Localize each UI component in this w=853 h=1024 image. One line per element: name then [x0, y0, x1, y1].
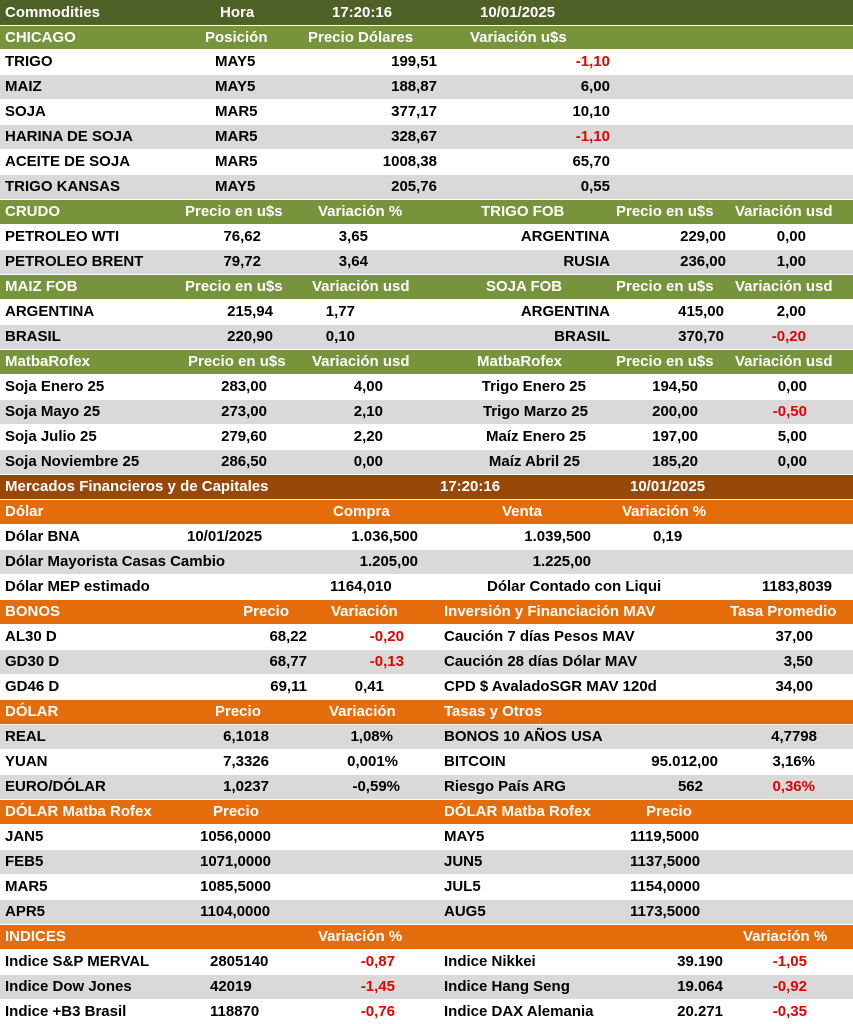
table-cell: 39.190 — [677, 953, 723, 970]
table-cell: 328,67 — [391, 128, 437, 145]
table-cell: Precio en u$s — [616, 353, 714, 370]
table-cell: 37,00 — [775, 628, 813, 645]
table-cell: 188,87 — [391, 78, 437, 95]
table-row — [0, 575, 853, 600]
table-cell: MatbaRofex — [477, 353, 563, 370]
table-cell: 34,00 — [775, 678, 813, 695]
table-cell: RUSIA — [563, 253, 610, 270]
table-row — [0, 26, 853, 50]
table-cell: Variación u$s — [470, 29, 567, 46]
table-cell: Indice S&P MERVAL — [5, 953, 150, 970]
table-cell: Variación usd — [312, 353, 410, 370]
table-cell: 1.225,00 — [532, 553, 591, 570]
table-row — [0, 700, 853, 725]
table-cell: AL30 D — [5, 628, 57, 645]
table-cell: 0,00 — [777, 453, 807, 470]
table-cell: Variación usd — [735, 353, 833, 370]
table-cell: -0,59% — [352, 778, 400, 795]
table-cell: BONOS 10 AÑOS USA — [444, 728, 603, 745]
table-cell: 1104,0000 — [200, 903, 271, 920]
table-cell: 17:20:16 — [332, 4, 393, 21]
table-cell: APR5 — [5, 903, 46, 920]
table-cell: -1,10 — [575, 128, 610, 145]
table-cell: 79,72 — [223, 253, 261, 270]
table-cell: MAR5 — [215, 103, 258, 120]
table-row — [0, 375, 853, 400]
table-cell: 1164,010 — [330, 578, 392, 595]
table-cell: -0,20 — [369, 628, 404, 645]
table-cell: 415,00 — [678, 303, 724, 320]
table-cell: SOJA — [5, 103, 46, 120]
table-cell: MAR5 — [215, 153, 258, 170]
table-cell: 0,19 — [653, 528, 683, 545]
table-cell: Variación usd — [735, 278, 833, 295]
table-cell: -0,76 — [360, 1003, 395, 1020]
table-row — [0, 325, 853, 350]
table-cell: 205,76 — [391, 178, 437, 195]
table-row — [0, 750, 853, 775]
table-cell: 76,62 — [223, 228, 261, 245]
table-row — [0, 600, 853, 625]
table-row — [0, 525, 853, 550]
table-cell: BRASIL — [5, 328, 61, 345]
table-row — [0, 675, 853, 700]
table-cell: AUG5 — [444, 903, 486, 920]
table-row — [0, 450, 853, 475]
table-row — [0, 125, 853, 150]
table-row — [0, 475, 853, 500]
table-cell: Soja Julio 25 — [5, 428, 97, 445]
table-cell: Posición — [205, 29, 268, 46]
table-cell: Variación % — [318, 928, 403, 945]
table-cell: MAY5 — [215, 78, 256, 95]
table-cell: GD46 D — [5, 678, 60, 695]
table-cell: 1154,0000 — [630, 878, 701, 895]
table-cell: MAR5 — [5, 878, 48, 895]
table-cell: 0,00 — [776, 228, 806, 245]
table-cell: Precio en u$s — [188, 353, 286, 370]
table-cell: 69,11 — [270, 678, 307, 695]
table-cell: -0,13 — [369, 653, 404, 670]
table-cell: Caución 7 días Pesos MAV — [444, 628, 635, 645]
table-cell: -0,35 — [772, 1003, 807, 1020]
table-cell: JUL5 — [444, 878, 481, 895]
table-cell: BRASIL — [554, 328, 610, 345]
table-cell: Tasas y Otros — [444, 703, 543, 720]
table-cell: Dólar Contado con Liqui — [487, 578, 662, 595]
table-row — [0, 550, 853, 575]
table-cell: 185,20 — [652, 453, 698, 470]
table-cell: -0,87 — [360, 953, 395, 970]
table-cell: DÓLAR Matba Rofex — [444, 803, 591, 820]
table-cell: 1183,8039 — [761, 578, 832, 595]
table-cell: Dólar MEP estimado — [5, 578, 150, 595]
table-cell: FEB5 — [5, 853, 44, 870]
table-row — [0, 625, 853, 650]
table-cell: 10/01/2025 — [187, 528, 263, 545]
table-cell: 194,50 — [652, 378, 698, 395]
table-cell: Caución 28 días Dólar MAV — [444, 653, 638, 670]
table-cell: Indice +B3 Brasil — [5, 1003, 127, 1020]
table-cell: -0,50 — [772, 403, 807, 420]
table-cell: -1,05 — [772, 953, 807, 970]
table-cell: 0,00 — [777, 378, 807, 395]
table-cell: Variación usd — [735, 203, 833, 220]
table-row — [0, 800, 853, 825]
table-cell: 279,60 — [221, 428, 267, 445]
table-cell: Variación usd — [312, 278, 410, 295]
table-row — [0, 350, 853, 375]
table-row — [0, 1000, 853, 1024]
table-cell: 6,1018 — [223, 728, 269, 745]
table-cell: 283,00 — [221, 378, 267, 395]
table-cell: MAR5 — [215, 128, 258, 145]
table-cell: 65,70 — [572, 153, 610, 170]
table-cell: Maíz Enero 25 — [485, 428, 586, 445]
table-cell: -1,10 — [575, 53, 610, 70]
table-cell: MAY5 — [215, 178, 256, 195]
table-cell: 0,55 — [580, 178, 610, 195]
table-cell: Variación — [329, 703, 396, 720]
table-cell: CPD $ AvaladoSGR MAV 120d — [444, 678, 657, 695]
table-row — [0, 175, 853, 200]
table-cell: Dólar BNA — [5, 528, 81, 545]
table-cell: 215,94 — [227, 303, 273, 320]
table-cell: 3,50 — [783, 653, 813, 670]
table-cell: 1119,5000 — [630, 828, 700, 845]
table-row — [0, 225, 853, 250]
table-cell: ARGENTINA — [5, 303, 95, 320]
table-cell: 1071,0000 — [200, 853, 271, 870]
table-cell: Maíz Abril 25 — [488, 453, 580, 470]
table-cell: Variación % — [622, 503, 707, 520]
table-cell: Trigo Enero 25 — [481, 378, 586, 395]
table-cell: BONOS — [5, 603, 61, 620]
table-cell: 199,51 — [391, 53, 437, 70]
table-cell: Tasa Promedio — [730, 603, 837, 620]
table-cell: ARGENTINA — [520, 303, 610, 320]
table-cell: -0,20 — [771, 328, 806, 345]
table-cell: 10/01/2025 — [630, 478, 706, 495]
table-cell: Variación % — [743, 928, 828, 945]
table-cell: 3,16% — [772, 753, 815, 770]
table-cell: MAY5 — [444, 828, 485, 845]
table-cell: 2,10 — [353, 403, 383, 420]
table-cell: Indice Hang Seng — [444, 978, 570, 995]
table-cell: ARGENTINA — [520, 228, 610, 245]
table-cell: 4,7798 — [771, 728, 817, 745]
table-row — [0, 925, 853, 950]
table-cell: 20.271 — [677, 1003, 723, 1020]
table-cell: PETROLEO WTI — [5, 228, 120, 245]
table-cell: 200,00 — [652, 403, 698, 420]
table-cell: Precio — [215, 703, 261, 720]
table-cell: -1,45 — [360, 978, 395, 995]
table-cell: INDICES — [5, 928, 66, 945]
table-cell: MAIZ — [5, 78, 42, 95]
table-cell: 220,90 — [227, 328, 273, 345]
table-cell: Precio en u$s — [616, 278, 714, 295]
table-cell: SOJA FOB — [486, 278, 563, 295]
table-cell: 229,00 — [680, 228, 726, 245]
table-cell: 68,77 — [269, 653, 307, 670]
table-cell: 273,00 — [221, 403, 267, 420]
table-cell: Venta — [502, 503, 543, 520]
table-cell: 0,41 — [354, 678, 384, 695]
table-cell: 0,10 — [325, 328, 355, 345]
table-cell: 197,00 — [652, 428, 698, 445]
table-cell: TRIGO KANSAS — [5, 178, 121, 195]
table-cell: MAY5 — [215, 53, 256, 70]
table-cell: 95.012,00 — [651, 753, 718, 770]
table-cell: Variación — [331, 603, 398, 620]
table-cell: 4,00 — [353, 378, 383, 395]
table-cell: REAL — [5, 728, 46, 745]
table-cell: 2,00 — [776, 303, 806, 320]
table-cell: 19.064 — [677, 978, 723, 995]
table-cell: -0,92 — [772, 978, 807, 995]
table-row — [0, 400, 853, 425]
table-cell: YUAN — [5, 753, 48, 770]
table-cell: Commodities — [5, 4, 101, 21]
table-cell: Hora — [220, 4, 255, 21]
table-cell: 7,3326 — [223, 753, 269, 770]
table-cell: 10/01/2025 — [480, 4, 556, 21]
table-row — [0, 825, 853, 850]
table-cell: Dólar — [5, 503, 44, 520]
table-row — [0, 950, 853, 975]
table-cell: 1173,5000 — [630, 903, 701, 920]
table-cell: 2805140 — [210, 953, 269, 970]
table-cell: Precio — [243, 603, 289, 620]
table-row — [0, 275, 853, 300]
table-row — [0, 850, 853, 875]
table-cell: Trigo Marzo 25 — [482, 403, 588, 420]
table-cell: CHICAGO — [5, 29, 76, 46]
table-cell: 0,00 — [353, 453, 383, 470]
table-cell: Variación % — [318, 203, 403, 220]
table-cell: 1137,5000 — [630, 853, 701, 870]
table-cell: 1,00 — [776, 253, 806, 270]
table-row — [0, 425, 853, 450]
table-cell: 10,10 — [572, 103, 610, 120]
table-row — [0, 250, 853, 275]
table-cell: Soja Mayo 25 — [5, 403, 101, 420]
table-cell: HARINA DE SOJA — [5, 128, 133, 145]
table-cell: 370,70 — [678, 328, 724, 345]
table-cell: 68,22 — [269, 628, 307, 645]
table-cell: 42019 — [210, 978, 252, 995]
table-cell: 1,0237 — [223, 778, 269, 795]
table-cell: JUN5 — [444, 853, 483, 870]
table-cell: MAIZ FOB — [5, 278, 78, 295]
table-row — [0, 300, 853, 325]
table-cell: 286,50 — [221, 453, 267, 470]
table-cell: ACEITE DE SOJA — [5, 153, 131, 170]
table-cell: Precio en u$s — [185, 203, 283, 220]
table-cell: Riesgo País ARG — [444, 778, 566, 795]
table-row — [0, 100, 853, 125]
table-cell: 3,65 — [338, 228, 368, 245]
table-cell: BITCOIN — [444, 753, 506, 770]
table-cell: 1056,0000 — [200, 828, 271, 845]
table-cell: TRIGO FOB — [481, 203, 565, 220]
table-row — [0, 900, 853, 925]
table-cell: JAN5 — [5, 828, 44, 845]
table-cell: EURO/DÓLAR — [5, 778, 106, 795]
table-cell: 5,00 — [777, 428, 807, 445]
table-cell: 1,08% — [350, 728, 393, 745]
table-row — [0, 150, 853, 175]
table-row — [0, 975, 853, 1000]
table-cell: 1085,5000 — [200, 878, 271, 895]
table-cell: 1,77 — [325, 303, 355, 320]
table-row — [0, 75, 853, 100]
table-cell: Indice Nikkei — [444, 953, 536, 970]
table-cell: Precio — [646, 803, 692, 820]
table-cell: 2,20 — [353, 428, 383, 445]
table-cell: Precio en u$s — [616, 203, 714, 220]
table-cell: MatbaRofex — [5, 353, 91, 370]
table-cell: Soja Enero 25 — [5, 378, 105, 395]
table-row — [0, 200, 853, 225]
table-cell: 1.036,500 — [351, 528, 418, 545]
table-row — [0, 725, 853, 750]
table-cell: 236,00 — [680, 253, 726, 270]
table-row — [0, 650, 853, 675]
table-cell: 377,17 — [391, 103, 437, 120]
table-cell: Soja Noviembre 25 — [5, 453, 140, 470]
table-cell: DÓLAR Matba Rofex — [5, 803, 152, 820]
table-cell: 0,001% — [347, 753, 398, 770]
table-cell: 17:20:16 — [440, 478, 501, 495]
table-cell: Dólar Mayorista Casas Cambio — [5, 553, 226, 570]
table-cell: 6,00 — [580, 78, 610, 95]
table-row — [0, 500, 853, 525]
table-cell: Precio Dólares — [308, 29, 414, 46]
table-cell: Mercados Financieros y de Capitales — [5, 478, 269, 495]
table-cell: 118870 — [210, 1003, 260, 1020]
table-row — [0, 50, 853, 75]
table-cell: 562 — [677, 778, 703, 795]
table-cell: 1008,38 — [382, 153, 437, 170]
table-cell: Indice Dow Jones — [5, 978, 132, 995]
table-row — [0, 875, 853, 900]
table-cell: DÓLAR — [5, 703, 59, 720]
table-cell: Compra — [333, 503, 390, 520]
table-cell: Inversión y Financiación MAV — [444, 603, 656, 620]
table-cell: PETROLEO BRENT — [5, 253, 144, 270]
table-cell: Precio — [213, 803, 259, 820]
table-cell: Indice DAX Alemania — [444, 1003, 594, 1020]
table-cell: CRUDO — [5, 203, 60, 220]
table-cell: 0,36% — [772, 778, 815, 795]
table-row — [0, 775, 853, 800]
table-cell: 1.205,00 — [359, 553, 418, 570]
table-row — [0, 0, 853, 26]
table-cell: 3,64 — [338, 253, 368, 270]
table-cell: 1.039,500 — [524, 528, 591, 545]
table-cell: GD30 D — [5, 653, 60, 670]
table-cell: Precio en u$s — [185, 278, 283, 295]
table-cell: TRIGO — [5, 53, 53, 70]
